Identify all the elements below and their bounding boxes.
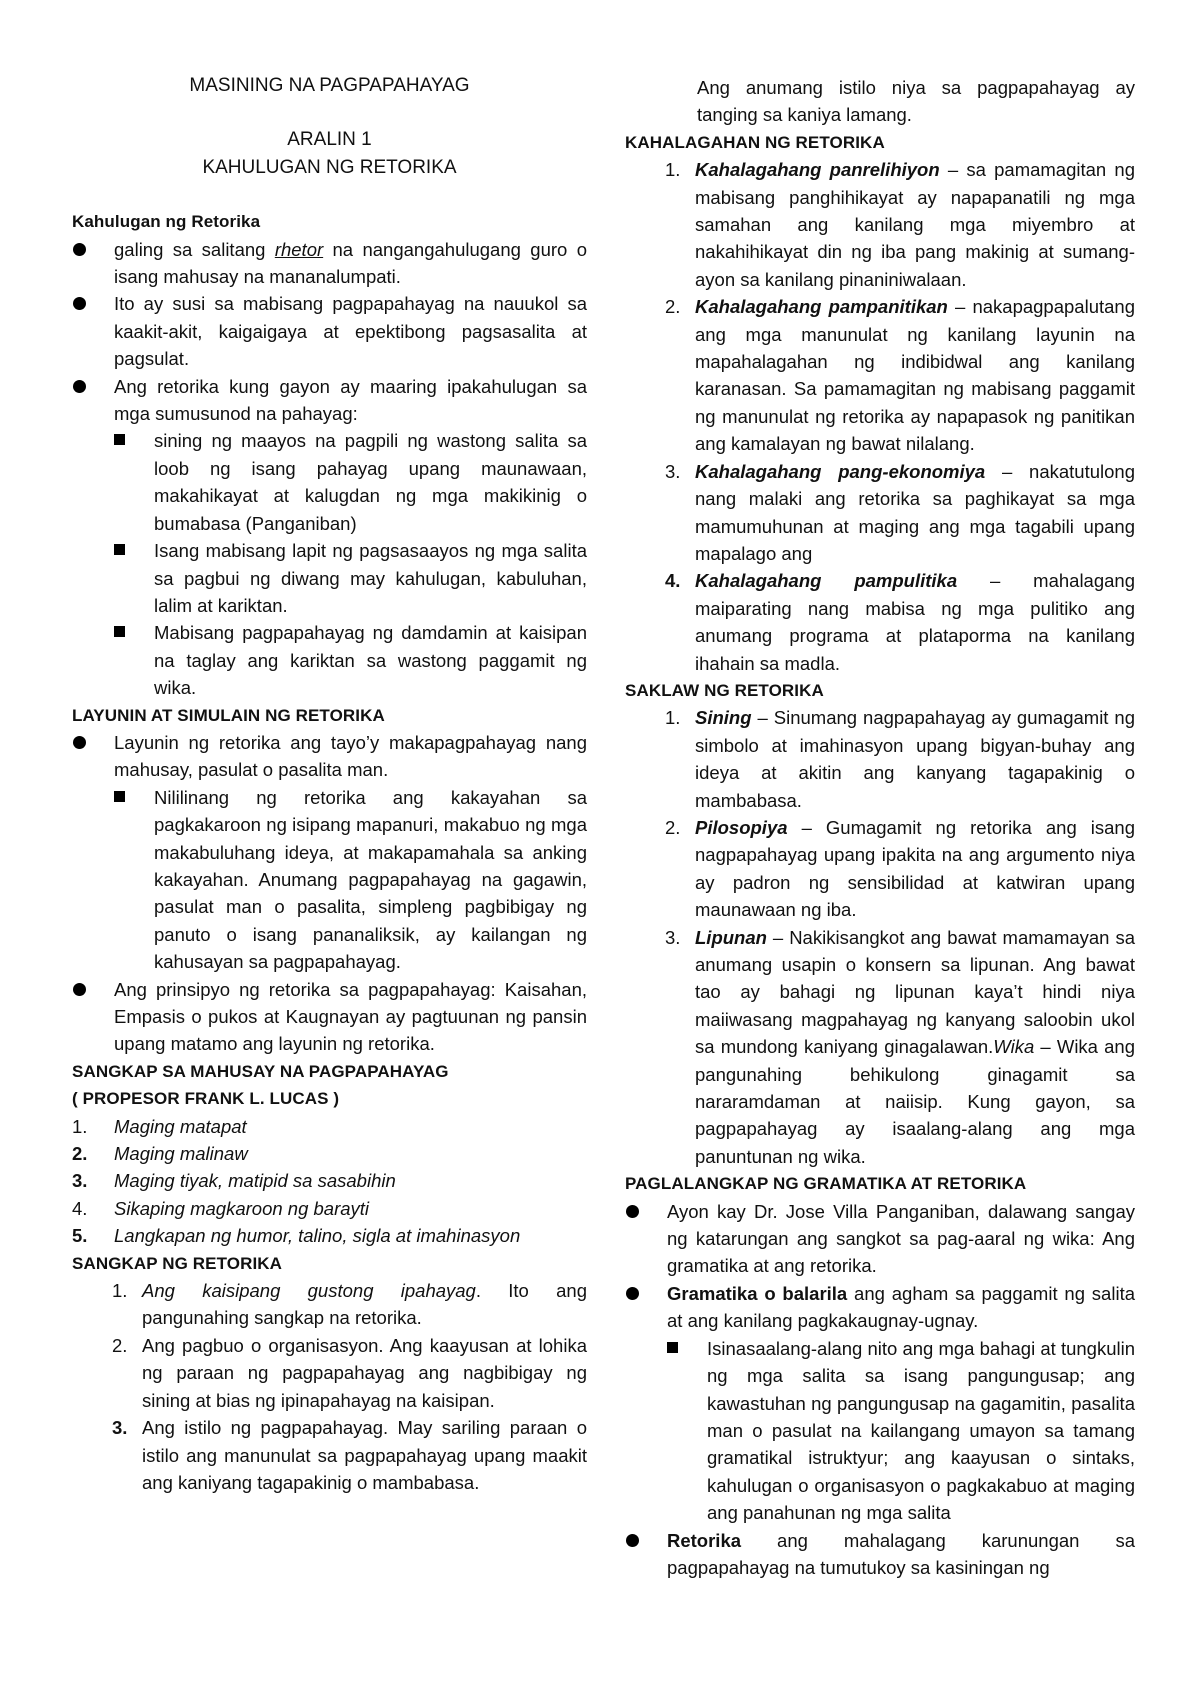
numbered-item <box>72 1113 587 1140</box>
term-rhetor: rhetor <box>274 238 324 260</box>
lesson-title: KAHULUGAN NG RETORIKA <box>202 156 457 178</box>
item-number: 1. <box>665 707 681 729</box>
item-term: Sining <box>695 707 752 729</box>
numbered-item <box>72 1195 587 1222</box>
square-bullet-icon <box>114 434 125 445</box>
numbered-item <box>665 704 1135 814</box>
sub-bullet-item <box>114 619 587 701</box>
item-number: 5. <box>72 1225 88 1247</box>
item-term: Ang kaisipang gustong ipahayag <box>142 1280 476 1302</box>
item-text: – Wika ang pangunahing behikulong ginagamit sa nararamdaman at naiisip. Kung gayon, sa pagpapahayag ay isaalang-alang ang mga panuntunan ng wika. <box>695 1036 1136 1167</box>
sub-bullet-item <box>114 784 587 976</box>
bullet-dot-icon <box>626 1287 639 1300</box>
numbered-item <box>72 1222 587 1249</box>
right-column <box>625 74 1135 1581</box>
numbered-item <box>112 1414 587 1496</box>
item-text: Ang pagbuo o organisasyon. Ang kaayusan at lohika ng paraan ng pagpapahayag ang nagbibigay ng sining at bias ng ipinapahayag na kaisipan. <box>142 1334 587 1411</box>
numbered-item <box>112 1277 587 1332</box>
bullet-text: Ito ay susi sa mabisang pagpapahayag na nauukol sa kaakit-akit, kaigaigaya at epektibong pagsasalita at pagsulat. <box>114 293 587 370</box>
item-text: Langkapan ng humor, talino, sigla at imahinasyon <box>114 1225 521 1247</box>
bullet-text: na nangangahulugang guro o isang mahusay na mananalumpati. <box>114 238 587 288</box>
bullet-item <box>72 236 587 291</box>
lesson-number: ARALIN 1 <box>287 129 372 151</box>
item-text: – mahalagang maiparating nang mabisa ng mga pulitiko ang anumang programa at plataporma na kanilang ihahain sa madla. <box>695 570 1135 674</box>
numbered-item <box>112 1332 587 1414</box>
numbered-item <box>665 293 1135 457</box>
item-text: Maging malinaw <box>114 1143 248 1165</box>
item-number: 1. <box>112 1280 128 1302</box>
numbered-item <box>665 924 1135 1171</box>
item-term: Lipunan <box>695 926 767 948</box>
numbered-item <box>665 814 1135 924</box>
term-gramatika: Gramatika o balarila <box>667 1282 848 1304</box>
sub-bullet-text: Isang mabisang lapit ng pagsasaayos ng mga salita sa pagbui ng diwang may kahulugan, kabuluhan, lalim at kariktan. <box>154 540 587 616</box>
item-number: 4. <box>72 1197 88 1219</box>
item-number: 3. <box>665 926 681 948</box>
sub-bullet-item <box>114 427 587 537</box>
item-term: Kahalagahang panrelihiyon <box>695 159 940 181</box>
bullet-text: Ang retorika kung gayon ay maaring ipakahulugan sa mga sumusunod na pahayag: <box>114 375 587 425</box>
bullet-dot-icon <box>73 983 86 996</box>
bullet-dot-icon <box>626 1534 639 1547</box>
numbered-item <box>665 156 1135 293</box>
numbered-item <box>665 567 1135 677</box>
item-text: Maging matapat <box>114 1115 247 1137</box>
item-number: 1. <box>665 159 681 181</box>
bullet-text: Layunin ng retorika ang tayo’y makapagpahayag nang mahusay, pasulat o pasalita man. <box>114 731 587 781</box>
item-term: Kahalagahang pang-ekonomiya <box>695 460 986 482</box>
section-heading-sangkap-mahusay: SANGKAP SA MAHUSAY NA PAGPAPAHAYAG <box>72 1061 449 1081</box>
item-text: – nakapagpapalutang ang mga manunulat ng kanilang layunin na mapahalagahan ng indibidwal ang kanilang karanasan. Sa pamamagitan ng mabisang paggamit ng manunulat ng retorika ay napapasok ng panitikan ang kamalayan ng bawat nilalang. <box>695 296 1135 455</box>
item-term: Kahalagahang pampanitikan <box>695 296 948 318</box>
sub-bullet-text: Isinasaalang-alang nito ang mga bahagi at tungkulin ng mga salita sa isang pangungusap; ang kawastuhan ng pangungusap na gagamitin, pasalita man o pasulat na kailangang umayon sa tamang gramatikal istruktyur; ang kaayusan o sintaks, kahulugan o organisasyon o pagkakabuo at maging ang panahunan ng mga salita <box>707 1337 1135 1524</box>
numbered-item <box>72 1167 587 1194</box>
bullet-item <box>72 290 587 372</box>
item-text: – sa pamamagitan ng mabisang panghihikayat ay napapanatili ng mga samahan ang kanilang mga miyembro at nakahihikayat din ng iba pang makinig at sumang-ayon sa kanilang pinaniniwalaan. <box>695 159 1136 290</box>
item-number: 2. <box>72 1143 88 1165</box>
section-heading-kahalagahan: KAHALAGAHAN NG RETORIKA <box>625 132 885 152</box>
bullet-text: Ayon kay Dr. Jose Villa Panganiban, dalawang sangay ng katarungan ang sangkot sa pag-aaral ng wika: Ang gramatika at ang retorika. <box>667 1200 1135 1277</box>
bullet-item <box>72 976 587 1058</box>
continued-text: Ang anumang istilo niya sa pagpapahayag ay tanging sa kaniya lamang. <box>697 77 1135 126</box>
item-text: . Ito ang pangunahing sangkap na retorika. <box>142 1280 587 1329</box>
item-number: 4. <box>665 570 681 592</box>
item-number: 3. <box>665 460 681 482</box>
item-text: Maging tiyak, matipid sa sasabihin <box>114 1170 396 1192</box>
item-term-wika: Wika <box>993 1036 1035 1058</box>
item-number: 3. <box>112 1417 128 1439</box>
bullet-item <box>625 1198 1135 1280</box>
saklaw-list <box>625 704 1135 1170</box>
item-text: – Nakikisangkot ang bawat mamamayan sa anumang usapin o konsern sa lipunan. Ang bawat tao ay bahagi ng lipunan kaya’t hindi niya maiiwasang magpahayag ng kanyang saloobin ukol sa mundong kaniyang ginagalawan. <box>695 926 1135 1058</box>
lucas-list <box>72 1113 587 1250</box>
item-text: Sikaping magkaroon ng barayti <box>114 1197 370 1219</box>
square-bullet-icon <box>667 1342 678 1353</box>
bullet-text: Ang prinsipyo ng retorika sa pagpapahayag: Kaisahan, Empasis o pukos at Kaugnayan ay pagtuunan ng pansin upang matamo ang layunin ng retorika. <box>114 978 587 1055</box>
section-heading-saklaw: SAKLAW NG RETORIKA <box>625 680 824 700</box>
numbered-item <box>72 1140 587 1167</box>
bullet-text: galing sa salitang <box>114 238 275 260</box>
item-text: – Gumagamit ng retorika ang isang nagpapahayag upang ipakita na ang argumento niya ay padron ng sensibilidad at katwiran upang maunawaan ng iba. <box>695 816 1135 921</box>
item-text: – Sinumang nagpapahayag ay gumagamit ng simbolo at imahinasyon upang bigyan-buhay ang ideya at akitin ang kanyang tagapakinig o mambabasa. <box>695 707 1135 811</box>
bullet-text: ang agham sa paggamit ng salita at ang kanilang pagkakaugnay-ugnay. <box>667 1282 1135 1332</box>
document-title: MASINING NA PAGPAPAHAYAG <box>189 75 470 96</box>
section-subheading-lucas: ( PROPESOR FRANK L. LUCAS ) <box>72 1089 340 1109</box>
bullet-item <box>72 729 587 784</box>
section-heading-layunin: LAYUNIN AT SIMULAIN NG RETORIKA <box>72 705 385 725</box>
bullet-dot-icon <box>73 380 86 393</box>
sub-bullet-text: Nililinang ng retorika ang kakayahan sa pagkakaroon ng isipang mapanuri, makabuo ng mga makabuluhang ideya, at makapamahala sa anking kakayahan. Anumang pagpapahayag na gagawin, pasulat man o pasalita, simpleng pagbibigay ng panuto o isang pananaliksik, ay kailangan ng kahusayan sa pagpapahayag. <box>154 786 587 973</box>
item-number: 2. <box>665 296 681 318</box>
bullet-item <box>72 373 587 428</box>
item-number: 3. <box>72 1170 88 1192</box>
item-text: Ang istilo ng pagpapahayag. May sariling paraan o istilo ang manunulat sa pagpapahayag upang maakit ang kaniyang tagapakinig o mambabasa. <box>142 1417 587 1493</box>
section-heading-sangkap-retorika: SANGKAP NG RETORIKA <box>72 1253 283 1273</box>
item-term: Kahalagahang pampulitika <box>695 570 958 592</box>
item-number: 2. <box>112 1334 128 1356</box>
bullet-dot-icon <box>73 736 86 749</box>
sub-bullet-item <box>114 537 587 619</box>
numbered-item <box>665 458 1135 568</box>
bullet-item <box>625 1280 1135 1335</box>
bullet-dot-icon <box>73 297 86 310</box>
square-bullet-icon <box>114 791 125 802</box>
sub-bullet-item <box>667 1335 1135 1527</box>
sub-bullet-text: sining ng maayos na pagpili ng wastong salita sa loob ng isang pahayag upang maunawaan, makahikayat at kalugdan ng mga makikinig o bumabasa (Panganiban) <box>154 430 587 534</box>
kahalagahan-list <box>625 156 1135 677</box>
sub-bullet-text: Mabisang pagpapahayag ng damdamin at kaisipan na taglay ang kariktan sa wastong paggamit ng wika. <box>154 622 587 699</box>
item-term: Pilosopiya <box>695 816 788 838</box>
bullet-dot-icon <box>73 243 86 256</box>
square-bullet-icon <box>114 626 125 637</box>
item-text: – nakatutulong nang malaki ang retorika sa paghikayat sa mga mamumuhunan at maging ang mga tagabili upang mapalago ang <box>695 460 1135 564</box>
item-number: 1. <box>72 1115 88 1137</box>
section-heading-kahulugan: Kahulugan ng Retorika <box>72 212 261 232</box>
bullet-text: ang mahalagang karunungan sa pagpapahayag na tumutukoy sa kasiningan ng <box>667 1529 1135 1578</box>
item-number: 2. <box>665 816 681 838</box>
term-retorika: Retorika <box>667 1529 742 1551</box>
bullet-dot-icon <box>626 1205 639 1218</box>
section-heading-paglalangkap: PAGLALANGKAP NG GRAMATIKA AT RETORIKA <box>625 1174 1027 1194</box>
left-column <box>72 72 587 1496</box>
square-bullet-icon <box>114 544 125 555</box>
bullet-item <box>625 1527 1135 1582</box>
